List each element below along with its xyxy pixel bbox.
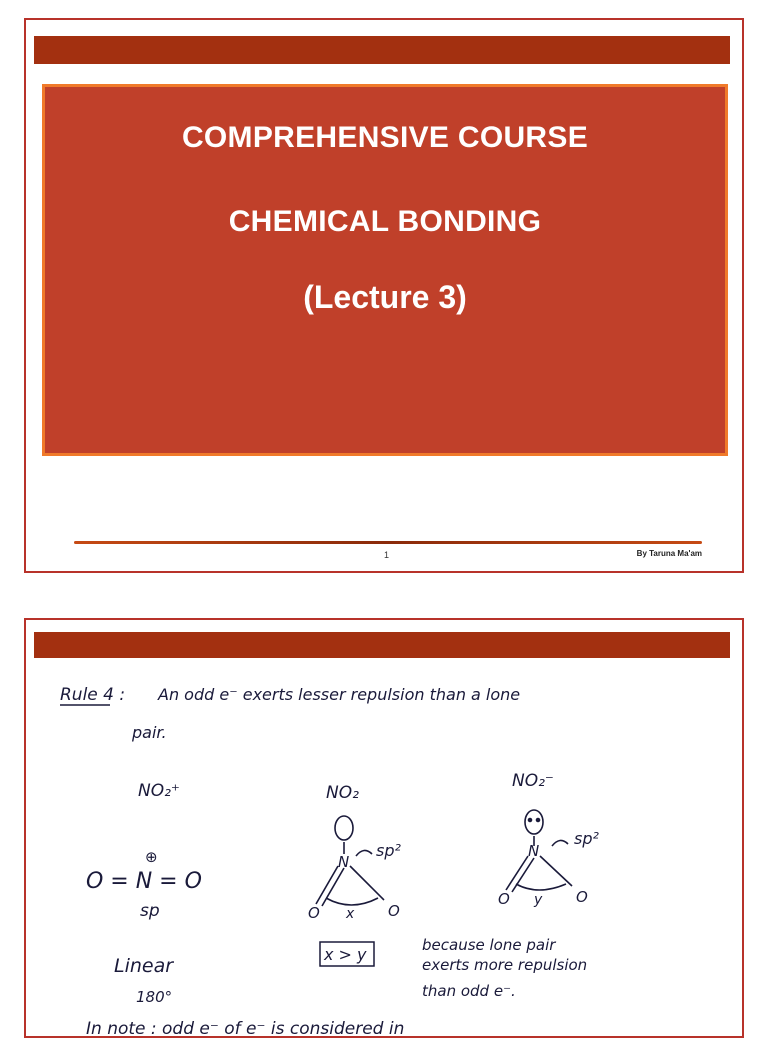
author-credit: By Taruna Ma'am: [636, 549, 702, 558]
no2-structure: [316, 816, 384, 906]
no2-central-atom: N: [338, 853, 350, 871]
no2plus-shape: Linear: [114, 955, 174, 977]
positive-charge: ⊕: [145, 848, 158, 866]
lecture-number: (Lecture 3): [303, 279, 467, 315]
no2plus-hybrid: sp: [140, 901, 160, 921]
course-title: COMPREHENSIVE COURSE: [181, 121, 589, 154]
species-no2plus: NO₂⁺: [138, 781, 180, 801]
no2minus-right-oxygen: O: [576, 888, 588, 906]
no2plus-angle: 180°: [136, 988, 173, 1006]
page-number: 1: [384, 550, 390, 560]
topic-title: CHEMICAL BONDING: [228, 205, 542, 238]
reason-line3: than odd e⁻.: [422, 982, 516, 1000]
comparison-text: x > y: [324, 945, 367, 964]
title-box: [42, 84, 728, 456]
no2-right-oxygen: O: [388, 902, 400, 920]
notes-slide: [24, 618, 744, 1038]
no2plus-structure: O = N = O: [86, 869, 202, 894]
species-no2: NO₂: [326, 783, 359, 803]
rule-label: Rule 4 :: [60, 685, 126, 705]
footer-divider: [74, 541, 702, 544]
handwritten-notes: [26, 656, 742, 1036]
reason-line2: exerts more repulsion: [422, 956, 588, 974]
no2minus-angle-label: y: [534, 892, 543, 908]
rule-text-line1: An odd e⁻ exerts lesser repulsion than a lone: [158, 685, 521, 704]
no2minus-hybrid: sp²: [574, 829, 599, 848]
rule-text-line2: pair.: [132, 723, 167, 742]
species-no2minus: NO₂⁻: [512, 771, 554, 791]
note-line: In note : odd e⁻ of e⁻ is considered in: [86, 1019, 405, 1036]
no2-angle-label: x: [346, 906, 355, 922]
no2-left-oxygen: O: [308, 904, 320, 922]
no2-hybrid: sp²: [376, 841, 401, 860]
slide-header-bar: [34, 632, 730, 658]
reason-line1: because lone pair: [422, 936, 556, 954]
title-slide: [24, 18, 744, 573]
slide-header-bar: [34, 36, 730, 64]
no2minus-left-oxygen: O: [498, 890, 510, 908]
no2minus-central-atom: N: [528, 842, 540, 860]
